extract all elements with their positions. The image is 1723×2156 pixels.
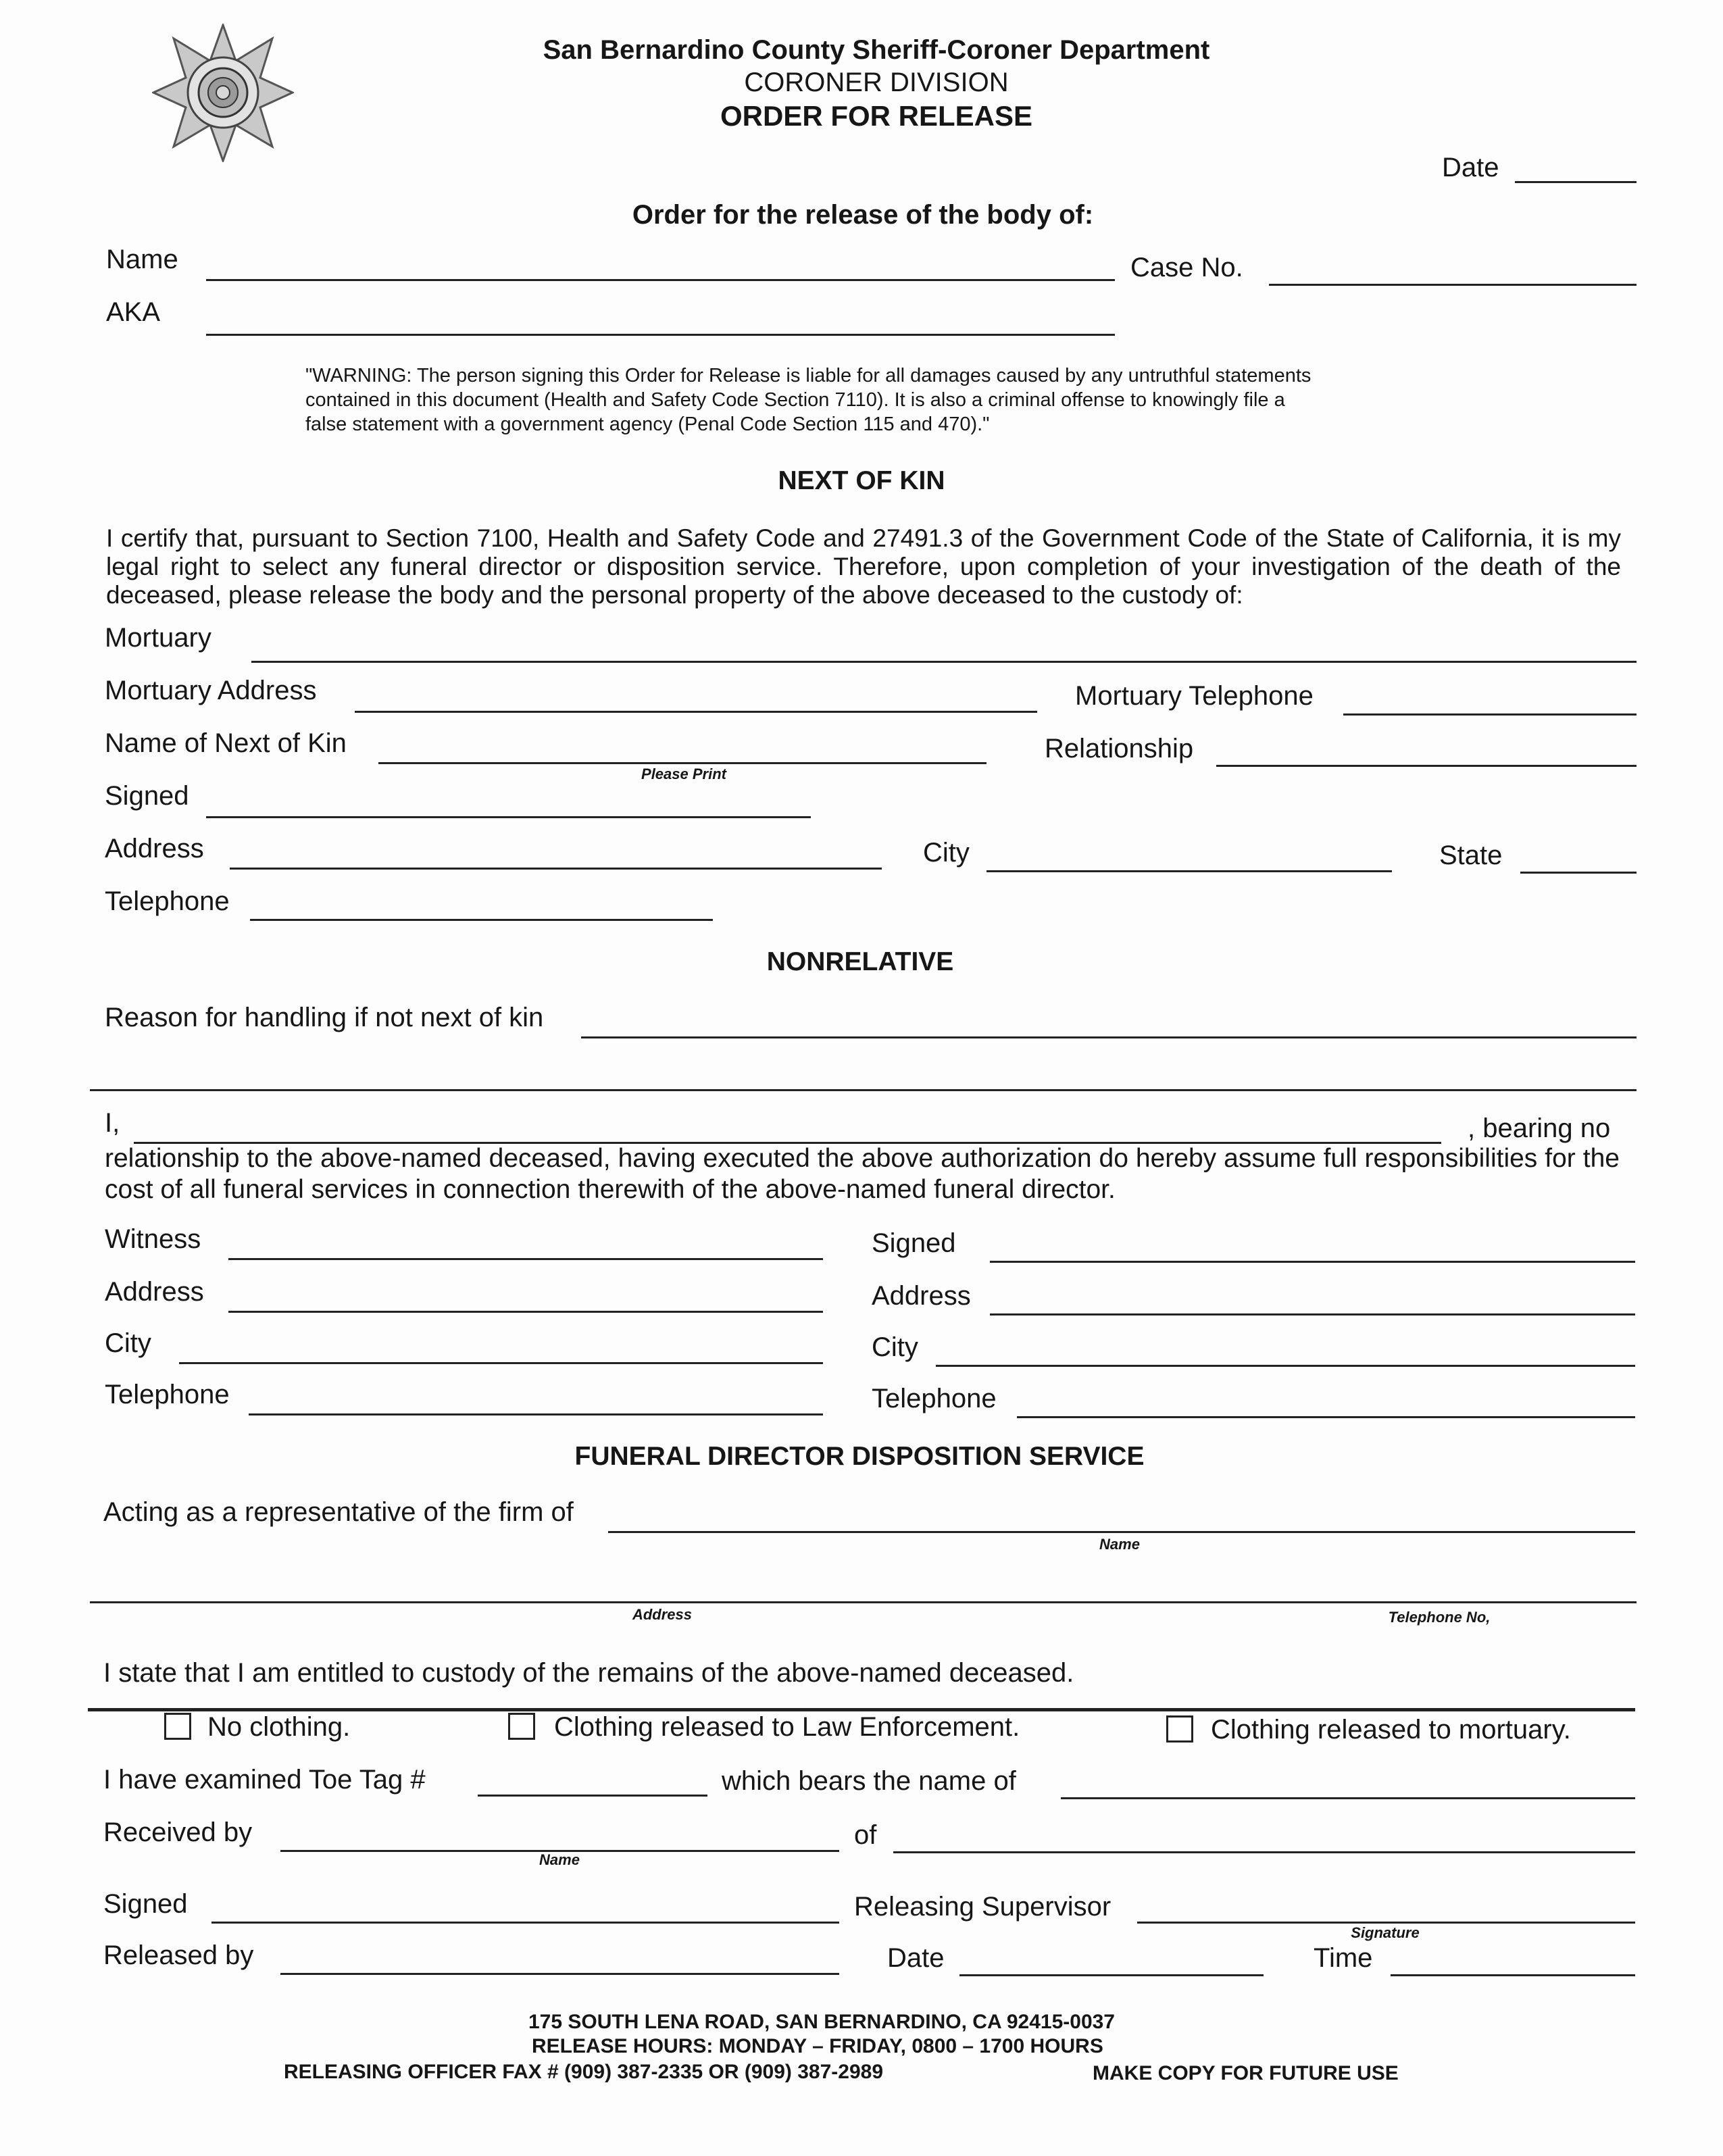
section-divider bbox=[88, 1708, 1635, 1711]
witness-city-field[interactable] bbox=[179, 1362, 823, 1364]
sheriff-star-icon bbox=[152, 24, 294, 162]
aka-field[interactable] bbox=[206, 334, 1115, 336]
signer-telephone-field[interactable] bbox=[1017, 1416, 1635, 1418]
no-clothing-label: No clothing. bbox=[207, 1712, 351, 1742]
department-title: San Bernardino County Sheriff-Coroner Department bbox=[543, 35, 1210, 65]
toe-tag-name-field[interactable] bbox=[1061, 1797, 1635, 1799]
releasing-supervisor-label: Releasing Supervisor bbox=[854, 1892, 1112, 1922]
mortuary-address-label: Mortuary Address bbox=[105, 676, 317, 705]
custody-statement: I state that I am entitled to custody of the remains of the above-named deceased. bbox=[103, 1658, 1074, 1688]
form-title: ORDER FOR RELEASE bbox=[720, 100, 1033, 132]
date-field[interactable] bbox=[1515, 181, 1637, 183]
firm-address-caption: Address bbox=[632, 1606, 693, 1623]
case-no-field[interactable] bbox=[1269, 284, 1637, 286]
nok-name-field[interactable] bbox=[378, 762, 987, 764]
mortuary-telephone-field[interactable] bbox=[1343, 713, 1637, 716]
release-date-field[interactable] bbox=[959, 1974, 1264, 1976]
division-title: CORONER DIVISION bbox=[744, 68, 1009, 97]
aka-label: AKA bbox=[106, 297, 161, 327]
nok-telephone-label: Telephone bbox=[105, 886, 230, 916]
mortuary-address-field[interactable] bbox=[355, 711, 1037, 713]
nonrelative-statement: relationship to the above-named deceased, having executed the above authorization do hereby assume full responsibilities for the cost of all funeral services in connection therewith of the above-named funeral director. bbox=[105, 1144, 1620, 1204]
supervisor-signature-caption: Signature bbox=[1351, 1924, 1420, 1941]
relationship-field[interactable] bbox=[1216, 765, 1637, 767]
witness-address-label: Address bbox=[105, 1277, 204, 1307]
footer-address: 175 SOUTH LENA ROAD, SAN BERNARDINO, CA 92415-0037 bbox=[528, 2011, 1115, 2033]
nok-signed-label: Signed bbox=[105, 781, 189, 811]
toe-tag-label: I have examined Toe Tag # bbox=[103, 1765, 426, 1795]
nonrelative-heading: NONRELATIVE bbox=[766, 947, 954, 976]
signer-address-field[interactable] bbox=[990, 1313, 1635, 1315]
subject-heading: Order for the release of the body of: bbox=[632, 200, 1094, 230]
witness-telephone-field[interactable] bbox=[249, 1413, 823, 1415]
firm-telephone-caption: Telephone No, bbox=[1388, 1609, 1491, 1626]
footer-hours: RELEASE HOURS: MONDAY – FRIDAY, 0800 – 1700 HOURS bbox=[532, 2035, 1103, 2057]
release-signed-field[interactable] bbox=[211, 1922, 839, 1924]
nonrelative-signed-field[interactable] bbox=[990, 1261, 1635, 1263]
name-field[interactable] bbox=[206, 279, 1115, 281]
clothing-mortuary-label: Clothing released to mortuary. bbox=[1211, 1715, 1571, 1745]
witness-address-field[interactable] bbox=[228, 1311, 823, 1313]
nok-address-label: Address bbox=[105, 834, 204, 863]
reason-field-continued[interactable] bbox=[90, 1089, 1637, 1091]
nok-telephone-field[interactable] bbox=[250, 919, 713, 921]
reason-field[interactable] bbox=[581, 1036, 1637, 1038]
received-by-name-caption: Name bbox=[539, 1851, 580, 1868]
sheriff-badge-logo bbox=[152, 24, 294, 162]
firm-name-caption: Name bbox=[1099, 1536, 1140, 1553]
received-by-label: Received by bbox=[103, 1817, 253, 1847]
warning-line-1: "WARNING: The person signing this Order for Release is liable for all damages caused by any untruthful statements bbox=[305, 365, 1312, 386]
received-of-field[interactable] bbox=[893, 1851, 1635, 1853]
please-print-caption: Please Print bbox=[641, 766, 726, 782]
nok-signed-field[interactable] bbox=[206, 816, 811, 818]
reason-label: Reason for handling if not next of kin bbox=[105, 1003, 544, 1032]
nok-address-field[interactable] bbox=[230, 868, 882, 870]
clothing-law-enforcement-checkbox[interactable] bbox=[508, 1713, 535, 1740]
toe-tag-field[interactable] bbox=[478, 1795, 707, 1797]
of-label: of bbox=[854, 1820, 877, 1850]
firm-name-field[interactable] bbox=[608, 1531, 1635, 1533]
witness-telephone-label: Telephone bbox=[105, 1380, 230, 1409]
bears-name-label: which bears the name of bbox=[722, 1766, 1016, 1796]
nok-city-field[interactable] bbox=[987, 870, 1392, 872]
warning-line-2: contained in this document (Health and Safety Code Section 7110). It is also a criminal offense to knowingly file a bbox=[305, 389, 1285, 411]
clothing-mortuary-checkbox[interactable] bbox=[1166, 1715, 1193, 1743]
nok-name-label: Name of Next of Kin bbox=[105, 728, 347, 758]
release-signed-label: Signed bbox=[103, 1889, 188, 1919]
funeral-director-heading: FUNERAL DIRECTOR DISPOSITION SERVICE bbox=[574, 1442, 1145, 1471]
name-label: Name bbox=[106, 245, 178, 274]
mortuary-telephone-label: Mortuary Telephone bbox=[1075, 681, 1314, 711]
date-label: Date bbox=[1442, 153, 1499, 182]
release-date-label: Date bbox=[887, 1943, 945, 1973]
mortuary-field[interactable] bbox=[251, 661, 1637, 663]
releasing-supervisor-field[interactable] bbox=[1137, 1922, 1635, 1924]
signer-city-label: City bbox=[872, 1332, 918, 1362]
witness-label: Witness bbox=[105, 1224, 201, 1254]
no-clothing-checkbox[interactable] bbox=[164, 1713, 191, 1740]
relationship-label: Relationship bbox=[1045, 734, 1194, 763]
witness-field[interactable] bbox=[228, 1258, 823, 1260]
footer-copy-note: MAKE COPY FOR FUTURE USE bbox=[1093, 2062, 1399, 2084]
certify-paragraph: I certify that, pursuant to Section 7100, Health and Safety Code and 27491.3 of the Government Code of the State of California, it is my legal right to select any funeral director or disposition service. Therefore, upon completion of your investigation of the death of the deceased, please release the body and the personal property of the above deceased to the custody of: bbox=[106, 524, 1621, 609]
released-by-label: Released by bbox=[103, 1940, 254, 1970]
nok-state-label: State bbox=[1439, 841, 1503, 870]
firm-address-telephone-field[interactable] bbox=[90, 1601, 1637, 1603]
nonrelative-signed-label: Signed bbox=[872, 1228, 956, 1258]
signer-city-field[interactable] bbox=[936, 1365, 1635, 1367]
acting-representative-label: Acting as a representative of the firm of bbox=[103, 1497, 574, 1527]
clothing-law-enforcement-label: Clothing released to Law Enforcement. bbox=[554, 1712, 1020, 1742]
nok-state-field[interactable] bbox=[1520, 872, 1637, 874]
released-by-field[interactable] bbox=[280, 1973, 839, 1975]
signer-telephone-label: Telephone bbox=[872, 1384, 997, 1413]
release-time-field[interactable] bbox=[1391, 1974, 1635, 1976]
nok-city-label: City bbox=[923, 838, 970, 868]
i-label: I, bbox=[105, 1108, 120, 1138]
warning-line-3: false statement with a government agency (Penal Code Section 115 and 470)." bbox=[305, 413, 990, 435]
footer-fax: RELEASING OFFICER FAX # (909) 387-2335 OR (909) 387-2989 bbox=[284, 2061, 884, 2083]
bearing-no-label: , bearing no bbox=[1468, 1113, 1611, 1143]
case-no-label: Case No. bbox=[1130, 253, 1243, 282]
mortuary-label: Mortuary bbox=[105, 623, 211, 653]
release-time-label: Time bbox=[1314, 1943, 1373, 1973]
signer-address-label: Address bbox=[872, 1281, 971, 1311]
next-of-kin-heading: NEXT OF KIN bbox=[778, 466, 945, 495]
warning-text bbox=[305, 363, 1311, 436]
witness-city-label: City bbox=[105, 1328, 151, 1358]
